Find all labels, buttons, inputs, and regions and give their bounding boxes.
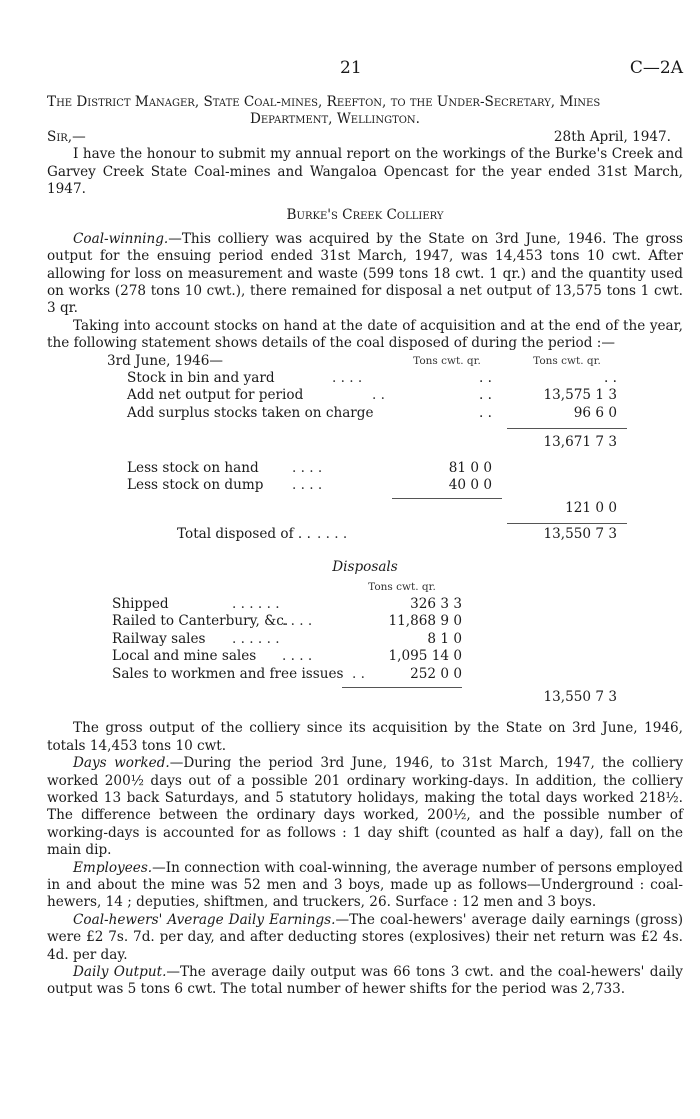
disposal-label: Sales to workmen and free issues <box>112 665 344 682</box>
total-disposed-row <box>107 526 683 543</box>
disposals-header-row <box>112 579 683 596</box>
address-line-2: Department, Wellington. <box>249 111 421 128</box>
disposals-title: Disposals <box>332 559 398 576</box>
statement-header-row <box>107 353 683 370</box>
statement-row <box>107 405 683 422</box>
disposal-value: 326 3 3 <box>410 596 462 612</box>
less-rule <box>392 498 502 499</box>
salutation-row <box>47 129 683 146</box>
disposal-dots: . . . . <box>282 613 313 630</box>
earnings-text: —The coal-hewers' average daily earnings (gross) were £2 7s. 7d. per day, and after deducting stores (explosives) their net return was £2 4s. 4d. per day. <box>47 911 684 963</box>
daily-output-text: —The average daily output was 66 tons 3 cwt. and the coal-hewers' daily output was 5 tons 6 cwt. The total number of hewer shifts for the period was 2,733. <box>47 964 683 998</box>
disposal-row <box>112 648 683 665</box>
employees-text: —In connection with coal-winning, the average number of persons employed in and about the mine was 52 men and 3 boys, made up as follows—Underground : coal-hewers, 14 ; deputies, shiftmen, and truckers, 26. Surface : 12 men and 3 boys. <box>47 859 683 911</box>
subtotal-rule <box>507 428 627 429</box>
disposal-row <box>112 613 683 630</box>
page-header <box>47 60 683 94</box>
less-total-row <box>107 494 683 517</box>
less-row-label: Less stock on dump <box>127 477 264 494</box>
disposals-table <box>112 579 683 705</box>
disposal-row <box>112 631 683 648</box>
less-row <box>107 460 683 477</box>
section-title: Burke's Creek Colliery <box>286 207 444 224</box>
statement-row <box>107 387 683 404</box>
disposal-label: Shipped <box>112 596 169 612</box>
total-disposed-label: Total disposed of . . <box>177 525 311 542</box>
disposals-unit-header: Tons cwt. qr. <box>368 580 436 593</box>
statement-row-col-a: . . <box>479 404 492 421</box>
subtotal-row <box>107 434 683 451</box>
days-worked-title: Days worked. <box>73 755 170 772</box>
total-disposed-dots: . . . . <box>317 525 348 542</box>
daily-output-title: Daily Output. <box>73 964 167 981</box>
coal-winning-paragraph <box>47 231 683 318</box>
coal-statement-table <box>107 353 683 544</box>
disposal-label: Railway sales <box>112 630 206 647</box>
less-row <box>107 477 683 494</box>
statement-date-label: 3rd June, 1946— <box>107 352 224 369</box>
less-row-value: 81 0 0 <box>448 459 492 476</box>
statement-row-col-a: . . <box>479 387 492 404</box>
disposals-total-row <box>112 683 683 705</box>
letter-date: 28th April, 1947. <box>553 128 671 145</box>
coal-winning-title: Coal-winning. <box>73 230 169 247</box>
earnings-paragraph <box>47 912 683 964</box>
less-row-dots: . . . . <box>292 459 323 476</box>
statement-row-dots: . . . . <box>332 370 363 387</box>
stocks-paragraph: Taking into account stocks on hand at the date of acquisition and at the end of the year, the following statement shows details of the coal disposed of during the period :— <box>47 317 683 352</box>
disposal-row <box>112 596 683 613</box>
coal-winning-text: —This colliery was acquired by the State on 3rd June, 1946. The gross output for the ensuing period ended 31st March, 1947, was 14,453 tons 10 cwt. After allowing for loss on measurement and waste (599 tons 18 cwt. 1 qr.) and the quantity used on works (278 tons 10 cwt.), there remained for disposal a net output of 13,575 tons 1 cwt. 3 qr. <box>47 230 683 317</box>
disposal-label: Railed to Canterbury, &c. <box>112 613 289 630</box>
page-number: 21 <box>340 58 362 78</box>
less-total-value: 121 0 0 <box>565 500 617 517</box>
disposal-dots: . . . . . . <box>232 630 280 647</box>
total-rule <box>507 523 627 524</box>
days-worked-text: —During the period 3rd June, 1946, to 31st March, 1947, the colliery worked 200½ days out of a possible 201 ordinary working-days. In addition, the colliery worked 13 back Saturdays, and 5 statutory holidays, making the total days worked 218½. The difference between the ordinary days worked, 200½, and the possible number of working-days is accounted for as follows : 1 day shift (counted as half a day), fall on the main dip. <box>47 755 684 859</box>
disposal-value: 252 0 0 <box>410 665 462 682</box>
disposal-row <box>112 666 683 683</box>
statement-row-label: Add net output for period <box>127 387 304 404</box>
address-line-1: The District Manager, State Coal-mines, Reefton, to the Under-Secretary, Mines <box>47 94 601 110</box>
disposal-label: Local and mine sales <box>112 648 257 665</box>
statement-row-col-b: 96 6 0 <box>573 404 617 421</box>
disposal-value: 1,095 14 0 <box>388 648 462 665</box>
total-disposed-value: 13,550 7 3 <box>543 525 617 542</box>
disposal-dots: . . . . <box>282 648 313 665</box>
less-row-label: Less stock on hand <box>127 459 259 476</box>
unit-header-a: Tons cwt. qr. <box>413 354 481 367</box>
employees-paragraph <box>47 860 683 912</box>
salutation: Sir,— <box>47 128 86 145</box>
statement-row-col-b: 13,575 1 3 <box>543 387 617 404</box>
statement-row-col-b: . . <box>604 370 617 387</box>
disposal-value: 8 1 0 <box>427 630 462 647</box>
unit-header-b: Tons cwt. qr. <box>533 354 601 367</box>
disposals-rule <box>342 687 462 688</box>
statement-row-label: Stock in bin and yard <box>127 370 275 387</box>
report-code: C—2A <box>629 58 683 78</box>
statement-row-dots: . . <box>372 387 385 404</box>
earnings-title: Coal-hewers' Average Daily Earnings. <box>73 911 336 928</box>
daily-output-paragraph <box>47 964 683 999</box>
statement-row-col-a: . . <box>479 370 492 387</box>
statement-row-label: Add surplus stocks taken on charge <box>127 404 374 421</box>
less-row-dots: . . . . <box>292 477 323 494</box>
disposal-dots: . . <box>352 665 365 682</box>
statement-row <box>107 370 683 387</box>
disposals-total-value: 13,550 7 3 <box>543 688 617 705</box>
intro-paragraph: I have the honour to submit my annual report on the workings of the Burke's Creek and Garvey Creek State Coal-mines and Wangaloa Opencast for the year ended 31st March, 1947. <box>47 146 683 198</box>
employees-title: Employees. <box>73 859 153 876</box>
disposal-dots: . . . . . . <box>232 596 280 612</box>
days-worked-paragraph <box>47 755 683 859</box>
gross-output-paragraph: The gross output of the colliery since its acquisition by the State on 3rd June, 1946, totals 14,453 tons 10 cwt. <box>47 720 683 754</box>
less-row-value: 40 0 0 <box>448 477 492 494</box>
subtotal-value: 13,671 7 3 <box>543 434 617 451</box>
disposal-value: 11,868 9 0 <box>388 613 462 630</box>
